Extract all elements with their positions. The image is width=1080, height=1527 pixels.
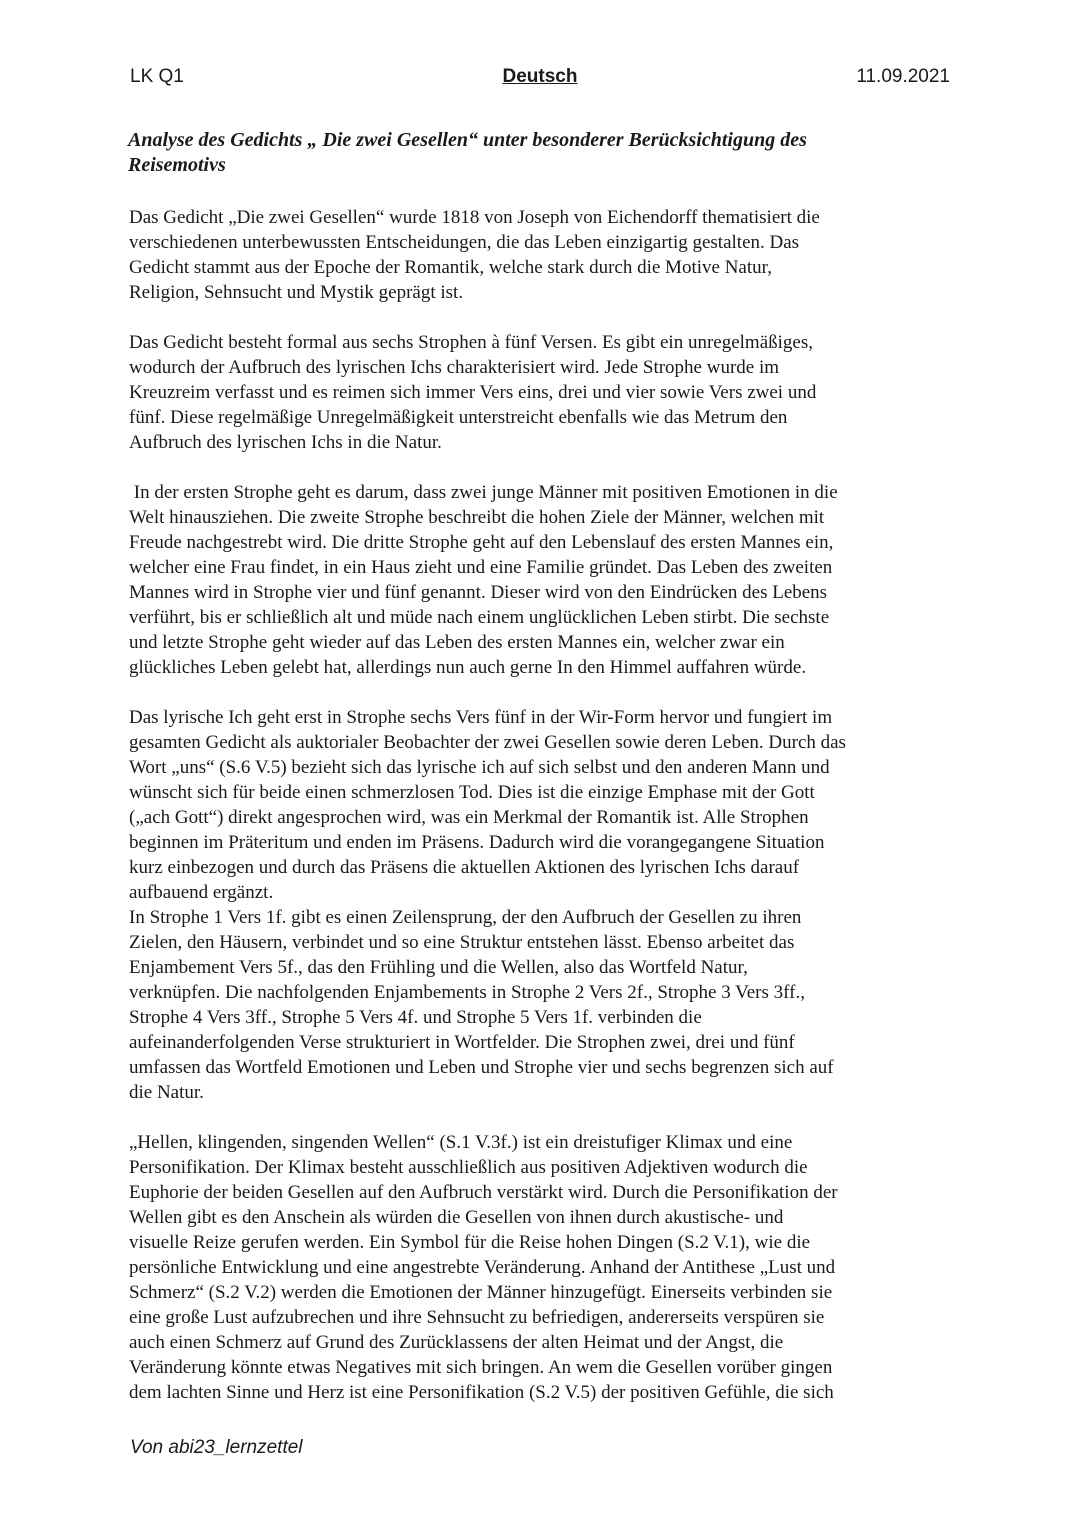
text-line: aufbauend ergänzt. bbox=[129, 882, 274, 903]
text-line: Religion, Sehnsucht und Mystik geprägt ist. bbox=[129, 282, 464, 303]
text-line: Zielen, den Häusern, verbindet und so eine Struktur entstehen lässt. Ebenso arbeitet das bbox=[129, 932, 795, 953]
text-line: beginnen im Präteritum und enden im Präsens. Dadurch wird die vorangegangene Situation bbox=[129, 832, 825, 853]
text-line: aufeinanderfolgenden Verse strukturiert in Wortfelder. Die Strophen zwei, drei und fünf bbox=[129, 1032, 795, 1053]
paragraph-form bbox=[129, 330, 954, 455]
text-line: welcher eine Frau findet, in ein Haus zieht und eine Familie gründet. Das Leben des zweiten bbox=[129, 557, 833, 578]
text-line: eine große Lust aufzubrechen und ihre Sehnsucht zu befriedigen, andererseits verspüren sie bbox=[129, 1307, 825, 1328]
subject-heading: Deutsch bbox=[502, 66, 578, 87]
text-line: dem lachten Sinne und Herz ist eine Personifikation (S.2 V.5) der positiven Gefühle, die sich bbox=[129, 1382, 834, 1403]
text-line: persönliche Entwicklung und eine angestrebte Veränderung. Anhand der Antithese „Lust und bbox=[129, 1257, 836, 1278]
text-line: Wellen gibt es den Anschein als würden die Gesellen von ihnen durch akustische- und bbox=[129, 1207, 784, 1228]
title-line: Analyse des Gedichts „ Die zwei Gesellen“ unter besonderer Berücksichtigung des bbox=[128, 129, 807, 151]
title-line: Reisemotivs bbox=[128, 154, 226, 176]
page-header bbox=[130, 66, 950, 92]
text-line: verführt, bis er schließlich alt und müde nach einem unglücklichen Leben stirbt. Die sechste bbox=[129, 607, 830, 628]
date-label: 11.09.2021 bbox=[856, 66, 950, 87]
text-line: Veränderung könnte etwas Negatives mit sich bringen. An wem die Gesellen vorüber gingen bbox=[129, 1357, 833, 1378]
document-title bbox=[128, 128, 908, 178]
course-label: LK Q1 bbox=[130, 66, 184, 87]
document-body bbox=[129, 205, 954, 1405]
text-line: Mannes wird in Strophe vier und fünf genannt. Dieser wird von den Eindrücken des Lebens bbox=[129, 582, 828, 603]
text-line: gesamten Gedicht als auktorialer Beobachter der zwei Gesellen sowie deren Leben. Durch das bbox=[129, 732, 846, 753]
text-line: glückliches Leben gelebt hat, allerdings nun auch gerne In den Himmel auffahren würde. bbox=[129, 657, 807, 678]
text-line: visuelle Reize gerufen werden. Ein Symbol für die Reise hohen Dingen (S.2 V.1), wie die bbox=[129, 1232, 811, 1253]
paragraph-intro bbox=[129, 205, 954, 305]
text-line: In der ersten Strophe geht es darum, dass zwei junge Männer mit positiven Emotionen in die bbox=[129, 482, 838, 503]
text-line: Schmerz“ (S.2 V.2) werden die Emotionen der Männer hinzugefügt. Einerseits verbinden sie bbox=[129, 1282, 833, 1303]
text-line: Das lyrische Ich geht erst in Strophe sechs Vers fünf in der Wir-Form hervor und fungiert im bbox=[129, 707, 833, 728]
text-line: Welt hinausziehen. Die zweite Strophe beschreibt die hohen Ziele der Männer, welchen mit bbox=[129, 507, 825, 528]
text-line: „Hellen, klingenden, singenden Wellen“ (S.1 V.3f.) ist ein dreistufiger Klimax und eine bbox=[129, 1132, 793, 1153]
text-line: verknüpfen. Die nachfolgenden Enjambements in Strophe 2 Vers 2f., Strophe 3 Vers 3ff., bbox=[129, 982, 805, 1003]
text-line: Enjambement Vers 5f., das den Frühling und die Wellen, also das Wortfeld Natur, bbox=[129, 957, 748, 978]
text-line: In Strophe 1 Vers 1f. gibt es einen Zeilensprung, der den Aufbruch der Gesellen zu ihren bbox=[129, 907, 802, 928]
paragraph-content bbox=[129, 480, 954, 680]
text-line: Euphorie der beiden Gesellen auf den Aufbruch verstärkt wird. Durch die Personifikation der bbox=[129, 1182, 838, 1203]
paragraph-stylistic-devices bbox=[129, 1130, 954, 1405]
paragraph-enjambement bbox=[129, 905, 954, 1105]
text-line: auch einen Schmerz auf Grund des Zurücklassens der alten Heimat und der Angst, die bbox=[129, 1332, 784, 1353]
text-line: die Natur. bbox=[129, 1082, 204, 1103]
text-line: Freude nachgestrebt wird. Die dritte Strophe geht auf den Lebenslauf des ersten Mannes ein, bbox=[129, 532, 834, 553]
text-line: Gedicht stammt aus der Epoche der Romantik, welche stark durch die Motive Natur, bbox=[129, 257, 772, 278]
text-line: Strophe 4 Vers 3ff., Strophe 5 Vers 4f. und Strophe 5 Vers 1f. verbinden die bbox=[129, 1007, 702, 1028]
text-line: fünf. Diese regelmäßige Unregelmäßigkeit unterstreicht ebenfalls wie das Metrum den bbox=[129, 407, 788, 428]
text-line: Das Gedicht „Die zwei Gesellen“ wurde 1818 von Joseph von Eichendorff thematisiert die bbox=[129, 207, 820, 228]
text-line: wodurch der Aufbruch des lyrischen Ichs charakterisiert wird. Jede Strophe wurde im bbox=[129, 357, 780, 378]
text-line: wünscht sich für beide einen schmerzlosen Tod. Dies ist die einzige Emphase mit der Gott bbox=[129, 782, 815, 803]
text-line: Personifikation. Der Klimax besteht ausschließlich aus positiven Adjektiven wodurch die bbox=[129, 1157, 808, 1178]
text-line: Aufbruch des lyrischen Ichs in die Natur. bbox=[129, 432, 442, 453]
text-line: umfassen das Wortfeld Emotionen und Leben und Strophe vier und sechs begrenzen sich auf bbox=[129, 1057, 834, 1078]
text-line: Wort „uns“ (S.6 V.5) bezieht sich das lyrische ich auf sich selbst und den anderen Mann und bbox=[129, 757, 830, 778]
text-line: („ach Gott“) direkt angesprochen wird, was ein Merkmal der Romantik ist. Alle Strophen bbox=[129, 807, 809, 828]
paragraph-lyrical-self bbox=[129, 705, 954, 905]
text-line: und letzte Strophe geht wieder auf das Leben des ersten Mannes ein, welcher zwar ein bbox=[129, 632, 785, 653]
text-line: kurz einbezogen und durch das Präsens die aktuellen Aktionen des lyrischen Ichs darauf bbox=[129, 857, 800, 878]
author-footer: Von abi23_lernzettel bbox=[130, 1437, 303, 1458]
text-line: Kreuzreim verfasst und es reimen sich immer Vers eins, drei und vier sowie Vers zwei und bbox=[129, 382, 817, 403]
text-line: Das Gedicht besteht formal aus sechs Strophen à fünf Versen. Es gibt ein unregelmäßiges, bbox=[129, 332, 813, 353]
text-line: verschiedenen unterbewussten Entscheidungen, die das Leben einzigartig gestalten. Das bbox=[129, 232, 800, 253]
